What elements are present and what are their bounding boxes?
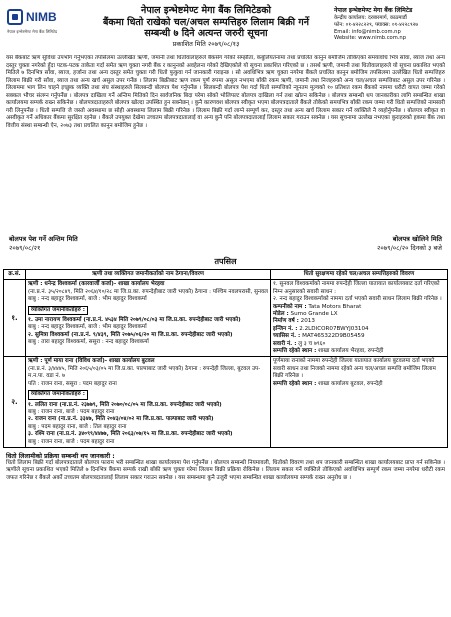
registration-number-value: लु ३ च ७९६० xyxy=(298,340,326,347)
bank-logo xyxy=(7,9,67,25)
notice-title xyxy=(81,5,331,49)
footer-paragraph: धितो लिलाम बिक्री गर्दा बोलपत्रदाताले बोलपत्र फाराम भरी सम्बन्धित शाखा कार्यालयमा पेश गर्नुपर्नेछ । बोलपत्र सम्बन्धी नियमावली, धितोको विवरण तथा थप जानकारी सम्बन्धित शाखा कार्यालयबाट प्राप्त गर्न सकिनेछ । ऋणीले सूचना प्रकाशित भएको मितिले ७ दिनभित्र बैंकमा सम्पर्क राखी बाँकी ऋण चुक्ता गरेमा लिलाम बिक्री प्रक्रिया रोकिनेछ । लिलाम सकार गर्ने व्यक्तिले तोकिएको अवधिभित्र सम्पूर्ण रकम जम्मा नगरेमा धरौटी रकम जफत गरिनेछ र बैंकले अर्को उच्चतम बोलपत्रदातालाई लिलाम सकार गराउन सक्नेछ । यस सम्बन्धमा कुनै उजुरी भएमा सम्बन्धित शाखा कार्यालयमा सम्पर्क राख्न अनुरोध छ । xyxy=(6,459,445,481)
chassis-number xyxy=(273,333,445,340)
title-line: बैंकमा धितो राखेको चल/अचल सम्पत्तिहरु लिलाम बिक्री गर्ने xyxy=(102,16,310,28)
asset-intro: १. सुनवल विश्वकर्माको नाममा रुपन्देही जिल्ला यातायात कार्यालयबाट दर्ता गरिएको निम्न अनुसारको सवारी साधन : xyxy=(273,281,440,295)
engine-number-value: 2.2LDICOR07BWYJ03104 xyxy=(299,325,369,332)
vehicle-year-label: निर्माण वर्ष : xyxy=(273,318,299,325)
vehicle-maker-value: Tata Motors Bharat xyxy=(308,303,362,310)
asset-intro: पूर्णमाया रानाको नाममा रुपन्देही जिल्ला यातायात कार्यालय बुटवलमा दर्ता भएको सवारी साधन तथा निजको नाममा रहेको अन्य चल/अचल सम्पत्ति बमोजिम लिलाम बिक्री गरिनेछ । xyxy=(273,358,436,380)
guarantor-entry: २. राजन राना (ना.प्र.नं. ३३४७, मिति २०४३/०४/०२ मा जि.प्र.का. पाल्पाबाट जारी भएको) xyxy=(28,416,214,423)
bank-logo-icon xyxy=(7,9,23,25)
borrower-address: (ना.प्र.नं. ३५/२०८४९, मिति २०६४/१०/२८ मा जि.प्र.का. रुपन्देहीबाट जारी भएको) ठेगाना : पश्चिम नवलपरासी, सुनवल xyxy=(28,288,268,295)
notice-page xyxy=(3,3,448,611)
col-header-sn: क्र.सं. xyxy=(4,270,26,280)
registration-number-label: सवारी नं. : xyxy=(273,340,297,347)
engine-number-label: इन्जिन नं. : xyxy=(273,325,298,332)
guarantor-entry: १. उमा नारायण विश्वकर्मा (ना.प्र.नं. ४५३४ मिति २०७९/०८/०३ मा जि.प्र.का. रुपन्देहीबाट जारी भएको) xyxy=(28,317,241,324)
submit-deadline-label: बोलपत्र पेश गर्ने अन्तिम मिति xyxy=(9,235,78,243)
guarantor-relations: बाबु : राजन राना, बाजे : पदम बहादुर राना xyxy=(28,438,115,445)
borrower-relations: बाबु : नन्द बहादुर विश्वकर्मा, बाजे : भीम बहादुर विश्वकर्मा xyxy=(28,296,147,303)
vehicle-model-value: Sumo Grande LX xyxy=(290,311,338,318)
row-sn: १. xyxy=(4,280,26,357)
guarantor-entry: १. ललित राना (ना.प्र.नं. २३७७९, मिति २०७०/०८/०५ मा जि.प्र.का. रुपन्देहीबाट जारी भएको) xyxy=(28,401,222,408)
borrower-name: ऋणी : पूर्ण माया राना (विविध कर्जा)- शाखा कार्यालय बुटवल xyxy=(28,358,155,365)
row-sn: २. xyxy=(4,357,26,447)
auction-table xyxy=(3,269,448,448)
guarantor-heading: व्यक्तिगत जमानीकर्ताहरु : xyxy=(28,306,88,315)
contact-bank-name: नेपाल इन्भेष्टमेण्ट मेगा बैंक लिमिटेड xyxy=(334,7,413,14)
borrower-address: (ना.प्र.नं. ३/४४४५, मिति २०६५/०३/०५ मा जि.प्र.का. पाल्पाबाट जारी भएको) ठेगाना : रुपन्देही जिल्ला, बुटवल उप-म.न.पा. वडा नं. ७ xyxy=(28,365,261,380)
bank-contact xyxy=(334,7,446,42)
vehicle-maker xyxy=(273,304,445,311)
asset-location xyxy=(273,348,445,355)
bid-dates xyxy=(3,235,448,253)
col-header-asset: धितो सुरक्षणमा रहेको चल/अचल सम्पत्तिहरुको विवरण xyxy=(271,270,448,280)
table-row xyxy=(4,357,448,447)
opening-date-label: बोलपत्र खोलिने मिति xyxy=(392,235,442,243)
asset-location-label: सम्पत्ति रहेको स्थान : xyxy=(273,348,317,355)
opening-date xyxy=(377,235,442,253)
logo-text: NIMB xyxy=(26,10,57,24)
chassis-number-label: च्यासिस नं. : xyxy=(273,333,301,340)
schedule-heading: तपसिल xyxy=(214,257,237,266)
guarantor-entry: ३. रश्मि राना (ना.प्र.नं. ३४०९९/४४७७, मिति २०६३/०७/१५ मा जि.प्र.का. रुपन्देहीबाट जारी भएको) xyxy=(28,431,233,438)
notice-header xyxy=(3,3,448,55)
vehicle-year xyxy=(273,318,445,325)
vehicle-year-value: 2013 xyxy=(300,318,315,325)
guarantor-relations: बाबु : राजन राना, बाजे : पदम बहादुर राना xyxy=(28,408,115,415)
asset-cell xyxy=(271,357,448,447)
submit-deadline-value: २०७९/०८/२१ xyxy=(9,244,41,252)
contact-line: केन्द्रीय कार्यालय: दरबारमार्ग, काठमाडौं xyxy=(334,15,407,21)
registration-number xyxy=(273,341,445,348)
vehicle-maker-label: कम्पनीको नाम : xyxy=(273,303,307,310)
borrower-relations: पति : राजन राना, ससुरा : पदम बहादुर राना xyxy=(28,380,117,387)
title-line: नेपाल इन्भेष्टमेण्ट मेगा बैंक लिमिटेडको xyxy=(141,5,271,16)
vehicle-model-label: मोडेल : xyxy=(273,311,289,318)
opening-date-value: २०७९/०८/२० दिनको ३ बजे xyxy=(377,244,442,252)
guarantor-heading: व्यक्तिगत जमानीकर्ताहरु : xyxy=(28,390,88,399)
asset-note: २. नन्द बहादुर विश्वकर्माको नाममा दर्ता भएको सवारी साधन लिलाम बिक्री गरिनेछ । xyxy=(273,296,442,303)
contact-line: फोन: ०१-४२२८२२९, फ्याक्स: ०१-४२२८९२७ xyxy=(334,21,419,28)
guarantor-relations: बाबु : नन्द बहादुर विश्वकर्मा, बाजे : भीम बहादुर विश्वकर्मा xyxy=(28,324,147,331)
contact-website: Website: www.nimb.com.np xyxy=(334,35,407,42)
borrower-cell xyxy=(26,280,271,357)
borrower-cell xyxy=(26,357,271,447)
asset-location-label: सम्पत्ति रहेको स्थान : xyxy=(273,380,317,387)
col-header-borrower: ऋणी तथा व्यक्तिगत जमानीकर्ताको नाम ठेगाना/विवरण xyxy=(26,270,271,280)
footer-heading: धितो लिलामीको प्रक्रिया सम्बन्धी थप जानकारी : xyxy=(6,452,115,460)
asset-location-value: शाखा कार्यालय बुटवल, रुपन्देही xyxy=(318,380,383,387)
asset-cell xyxy=(271,280,448,357)
contact-email: Email: info@nimb.com.np xyxy=(334,28,401,35)
guarantor-entry: २. सुमित्रा विश्वकर्मा (ना.प्र.नं. ९/४३९, मिति २०७५/०६/२० मा जि.प्र.का. रुपन्देहीबाट जारी भएको) xyxy=(28,331,233,338)
asset-location-value: शाखा कार्यालय भैरहवा, रुपन्देही xyxy=(318,348,384,355)
guarantor-relations: बाबु : तारा बहादुर विश्वकर्मा, ससुरा : नन्द बहादुर विश्वकर्मा xyxy=(28,339,149,346)
logo-subtitle: नेपाल इन्भेष्टमेण्ट मेगा बैंक लिमिटेड xyxy=(7,29,58,34)
asset-location xyxy=(273,381,445,388)
publish-date: प्रकाशित मिति २०७९/०८/१३ xyxy=(172,39,240,48)
title-line: सम्बन्धी ७ दिने अत्यन्त जरुरी सूचना xyxy=(144,28,268,39)
borrower-name: ऋणी : धनेन्द्र विश्वकर्मा (कारवार्जी कर्जा)- शाखा कार्यालय भेरहवा xyxy=(28,281,165,288)
intro-paragraph: यस बैंकबाट ऋण सुविधा उपभोग गर्नुभएका तपसिलमा उल्लेखित ऋणी, जमानी तथा धितोवालाहरुले बैंकसँग गरेको सम्झौता, कबुलियतनामा तथा प्रचलित कानुन बमोजिम तोकिएको समयावधि भित्र साँवा, ब्याज तथा अन्य दस्तुर चुक्ता नगरेको हुँदा पटक-पटक ताकेता गर्दा समेत ऋण चुक्ता नगरी बैंक र कानुनको अवहेलना गरेको देखिएकोले यो सूचना प्रकाशित गरिएको छ । तसर्थ ऋणी, जमानी तथा धितोवालाहरुले यो सूचना प्रकाशित भएको मितिले ७ दिनभित्र साँवा, ब्याज, हर्जाना तथा अन्य दस्तुर समेत चुक्ता गरी धितो फुकुवा गर्न जानकारी गराइन्छ । सो अवधिभित्र ऋण चुक्ता नगरेमा बैंकले प्रचलित कानुन बमोजिम तपसिलमा उल्लेखित धितो सम्पत्तिहरु लिलाम बिक्री गरी साँवा, ब्याज तथा अन्य खर्च असुल उपर गर्नेछ । लिलाम बिक्रीबाट ऋण रकम पूर्ण रुपमा असुल नभएमा बाँकी रकम ऋणी, जमानी तथा निजहरुको अन्य चल/अचल सम्पत्तिबाट असुल उपर गरिनेछ । लिलाममा भाग लिन चाहने इच्छुक व्यक्ति तथा संघ संस्थाहरुले सिलबन्दी बोलपत्र पेश गर्नुपर्नेछ । सिलबन्दी बोलपत्र पेश गर्दा धितो सम्पत्तिको न्यूनतम मूल्यको १० प्रतिशत रकम बैंकको नाममा धरौटी वापत जम्मा गरेको सक्कल भौचर संलग्न गर्नुपर्नेछ । बोलपत्र दाखिला गर्ने अन्तिम मितिको दिन सार्वजनिक बिदा परेमा सोको भोलिपल्ट बोलपत्र दाखिला गर्न तथा खोल्न सकिनेछ । बोलपत्र सम्बन्धी थप जानकारीका लागि सम्बन्धित शाखा कार्यालयमा सम्पर्क राख्न सकिनेछ । बोलपत्रदाताहरुले बोलपत्र खोल्दा उपस्थित हुन सक्नेछन् । कुनै कारणवश बोलपत्र स्वीकृत भएमा बोलपत्रदाताले बैंकले तोकेको समयभित्र बाँकी रकम जम्मा गरी धितो सम्पत्तिको नामसारी गरी लिनुपर्नेछ । धितो सम्पत्ति जे जस्तो अवस्थामा छ सोही अवस्थामा लिलाम बिक्री गरिनेछ । लिलाम बिक्री गर्दा लाग्ने सम्पूर्ण कर, दस्तुर तथा अन्य खर्च लिलाम सकार गर्ने व्यक्तिले नै व्यहोर्नुपर्नेछ । बोलपत्र स्वीकृत वा अस्वीकृत गर्ने अधिकार बैंकमा सुरक्षित रहनेछ । बैंकले उपयुक्त देखेमा उच्चतम बोलपत्रदातालाई वा अन्य कुनै पनि बोलपत्रदातालाई लिलाम सकार गराउन सक्नेछ । यस सूचनामा उल्लेख नभएका कुराहरुको हकमा बैंक तथा वित्तीय संस्था सम्बन्धी ऐन, २०७३ तथा प्रचलित कानुन बमोजिम हुनेछ । xyxy=(6,55,445,129)
guarantor-relations: बाबु : पदम बहादुर राना, बाजे : तिल बहादुर राना xyxy=(28,423,127,430)
table-row xyxy=(4,280,448,357)
submit-deadline xyxy=(9,235,78,253)
chassis-number-value: MAT465322D9B05459 xyxy=(302,333,365,340)
table-header-row xyxy=(4,270,448,280)
